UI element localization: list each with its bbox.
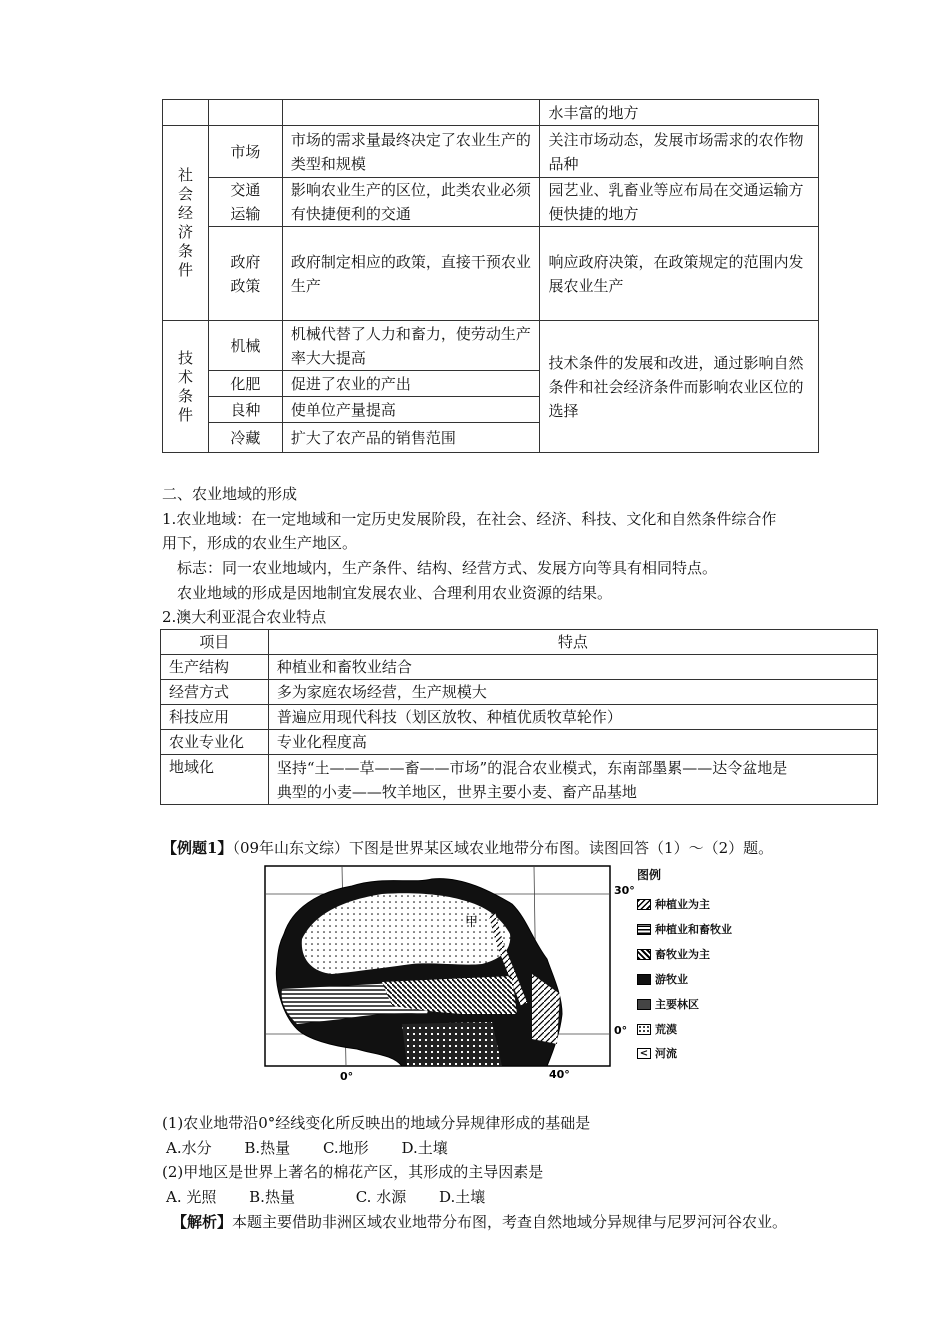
group-label: 社会经济条件 — [177, 166, 193, 279]
legend-label: 主要林区 — [655, 998, 699, 1011]
horizontal-swatch-icon — [637, 924, 651, 935]
legend-title: 图例 — [637, 868, 662, 882]
factor-cell — [208, 178, 282, 227]
option: B.热量 — [249, 1188, 295, 1206]
feature-line: 典型的小麦——牧羊地区，世界主要小麦、畜产品基地 — [276, 782, 637, 801]
cell-empty — [282, 100, 540, 126]
analysis-line — [172, 1210, 787, 1234]
item-cell: 地域化 — [161, 755, 269, 805]
factor-cell — [208, 227, 282, 321]
section-heading: 二、农业地域的形成 — [162, 485, 298, 503]
option: B.热量 — [244, 1139, 291, 1157]
legend-item — [637, 896, 710, 912]
legend-label: 游牧业 — [655, 973, 688, 986]
feature-line: 坚持“土——草——畜——市场”的混合农业模式，东南部墨累——达令盆地是 — [276, 758, 788, 777]
lon-left-label: 0° — [340, 1070, 354, 1083]
effect-cell: 扩大了农产品的销售范围 — [282, 423, 540, 453]
measure-cell: 园艺业、乳畜业等应布局在交通运输方便快捷的地方 — [540, 178, 819, 227]
lat-top-label: 30° — [614, 884, 635, 897]
analysis-tag: 【解析】 — [172, 1213, 233, 1231]
item-cell: 农业专业化 — [161, 730, 269, 755]
legend-label: 种植业和畜牧业 — [655, 923, 732, 936]
paragraph: 标志：同一农业地域内，生产条件、结构、经营方式、发展方向等具有相同特点。 — [177, 559, 718, 577]
factor-cell: 良种 — [208, 397, 282, 423]
example-text: （09年山东文综）下图是世界某区域农业地带分布图。读图回答（1）～（2）题。 — [232, 839, 774, 857]
example-line — [162, 836, 773, 860]
item-cell: 科技应用 — [161, 705, 269, 730]
option: D.土壤 — [401, 1139, 448, 1157]
measure-cell: 技术条件的发展和改进，通过影响自然条件和社会经济条件而影响农业区位的选择 — [540, 321, 819, 453]
effect-cell: 使单位产量提高 — [282, 397, 540, 423]
measure-cell: 关注市场动态，发展市场需求的农作物品种 — [540, 126, 819, 178]
analysis-text: 本题主要借助非洲区域农业地带分布图，考查自然地域分异规律与尼罗河河谷农业。 — [232, 1213, 788, 1231]
factor-cell: 冷藏 — [208, 423, 282, 453]
option: A. 光照 — [166, 1188, 217, 1206]
lon-right-label: 40° — [549, 1068, 570, 1081]
region-label: 甲 — [465, 914, 479, 929]
dense-diagonal-swatch-icon — [637, 949, 651, 960]
legend-item — [637, 1045, 677, 1061]
feature-cell: 专业化程度高 — [268, 730, 877, 755]
africa-agri-map — [262, 864, 762, 1089]
river-swatch-icon: < — [637, 1048, 651, 1059]
item-cell: 经营方式 — [161, 680, 269, 705]
diagonal-swatch-icon — [637, 899, 651, 910]
feature-cell: 多为家庭农场经营，生产规模大 — [268, 680, 877, 705]
legend-item — [637, 996, 699, 1012]
option: D.土壤 — [439, 1188, 486, 1206]
option: C. 水源 — [355, 1188, 407, 1206]
cell-empty — [208, 100, 282, 126]
feature-cell: 种植业和畜牧业结合 — [268, 655, 877, 680]
feature-cell: 普遍应用现代科技（划区放牧、种植优质牧草轮作） — [268, 705, 877, 730]
mixed-farming-table — [160, 629, 878, 805]
measure-cell: 响应政府决策，在政策规定的范围内发展农业生产 — [540, 227, 819, 321]
feature-cell — [268, 755, 877, 805]
header-cell: 项目 — [161, 630, 269, 655]
paragraph: 1.农业地域：在一定地域和一定历史发展阶段，在社会、经济、科技、文化和自然条件综合作 — [162, 510, 777, 528]
legend-item — [637, 971, 688, 987]
item-cell: 生产结构 — [161, 655, 269, 680]
legend-label: 种植业为主 — [655, 898, 710, 911]
factor-cell: 机械 — [208, 321, 282, 371]
option: A.水分 — [166, 1139, 212, 1157]
factor-cell: 市场 — [208, 126, 282, 178]
black-swatch-icon — [637, 974, 651, 985]
grid-swatch-icon — [637, 999, 651, 1010]
map-graphic — [262, 864, 635, 1089]
option: C.地形 — [322, 1139, 369, 1157]
group-social — [163, 126, 209, 321]
question-2-options — [166, 1185, 485, 1209]
measure-cell: 水丰富的地方 — [540, 100, 819, 126]
group-label: 技术条件 — [177, 348, 193, 424]
legend-item — [637, 946, 710, 962]
paragraph: 2.澳大利亚混合农业特点 — [162, 608, 327, 626]
cell-empty — [163, 100, 209, 126]
effect-cell: 促进了农业的产出 — [282, 371, 540, 397]
paragraph: 农业地域的形成是因地制宜发展农业、合理利用农业资源的结果。 — [177, 584, 613, 602]
effect-cell: 市场的需求量最终决定了农业生产的类型和规模 — [282, 126, 540, 178]
factor-label: 交通运输 — [230, 181, 261, 223]
lat-bottom-label: 0° — [614, 1024, 628, 1037]
legend-label: 畜牧业为主 — [655, 948, 710, 961]
factor-cell: 化肥 — [208, 371, 282, 397]
legend-label: 河流 — [655, 1047, 677, 1060]
paragraph: 用下，形成的农业生产地区。 — [162, 534, 358, 552]
legend-item — [637, 921, 732, 937]
legend-label: 荒漠 — [655, 1023, 677, 1036]
effect-cell: 影响农业生产的区位，此类农业必须有快捷便利的交通 — [282, 178, 540, 227]
question-1: (1)农业地带沿0°经线变化所反映出的地域分异规律形成的基础是 — [162, 1114, 591, 1132]
effect-cell: 机械代替了人力和畜力，使劳动生产率大大提高 — [282, 321, 540, 371]
header-cell: 特点 — [268, 630, 877, 655]
factor-label: 政府政策 — [230, 252, 261, 295]
forest-zone — [402, 1022, 502, 1066]
agri-location-table — [162, 99, 819, 453]
legend-item — [637, 1021, 677, 1037]
dots-swatch-icon — [637, 1024, 651, 1035]
question-2: (2)甲地区是世界上著名的棉花产区，其形成的主导因素是 — [162, 1163, 544, 1181]
example-tag: 【例题1】 — [162, 839, 233, 857]
question-1-options — [166, 1136, 448, 1160]
effect-cell: 政府制定相应的政策，直接干预农业生产 — [282, 227, 540, 321]
group-tech — [163, 321, 209, 453]
